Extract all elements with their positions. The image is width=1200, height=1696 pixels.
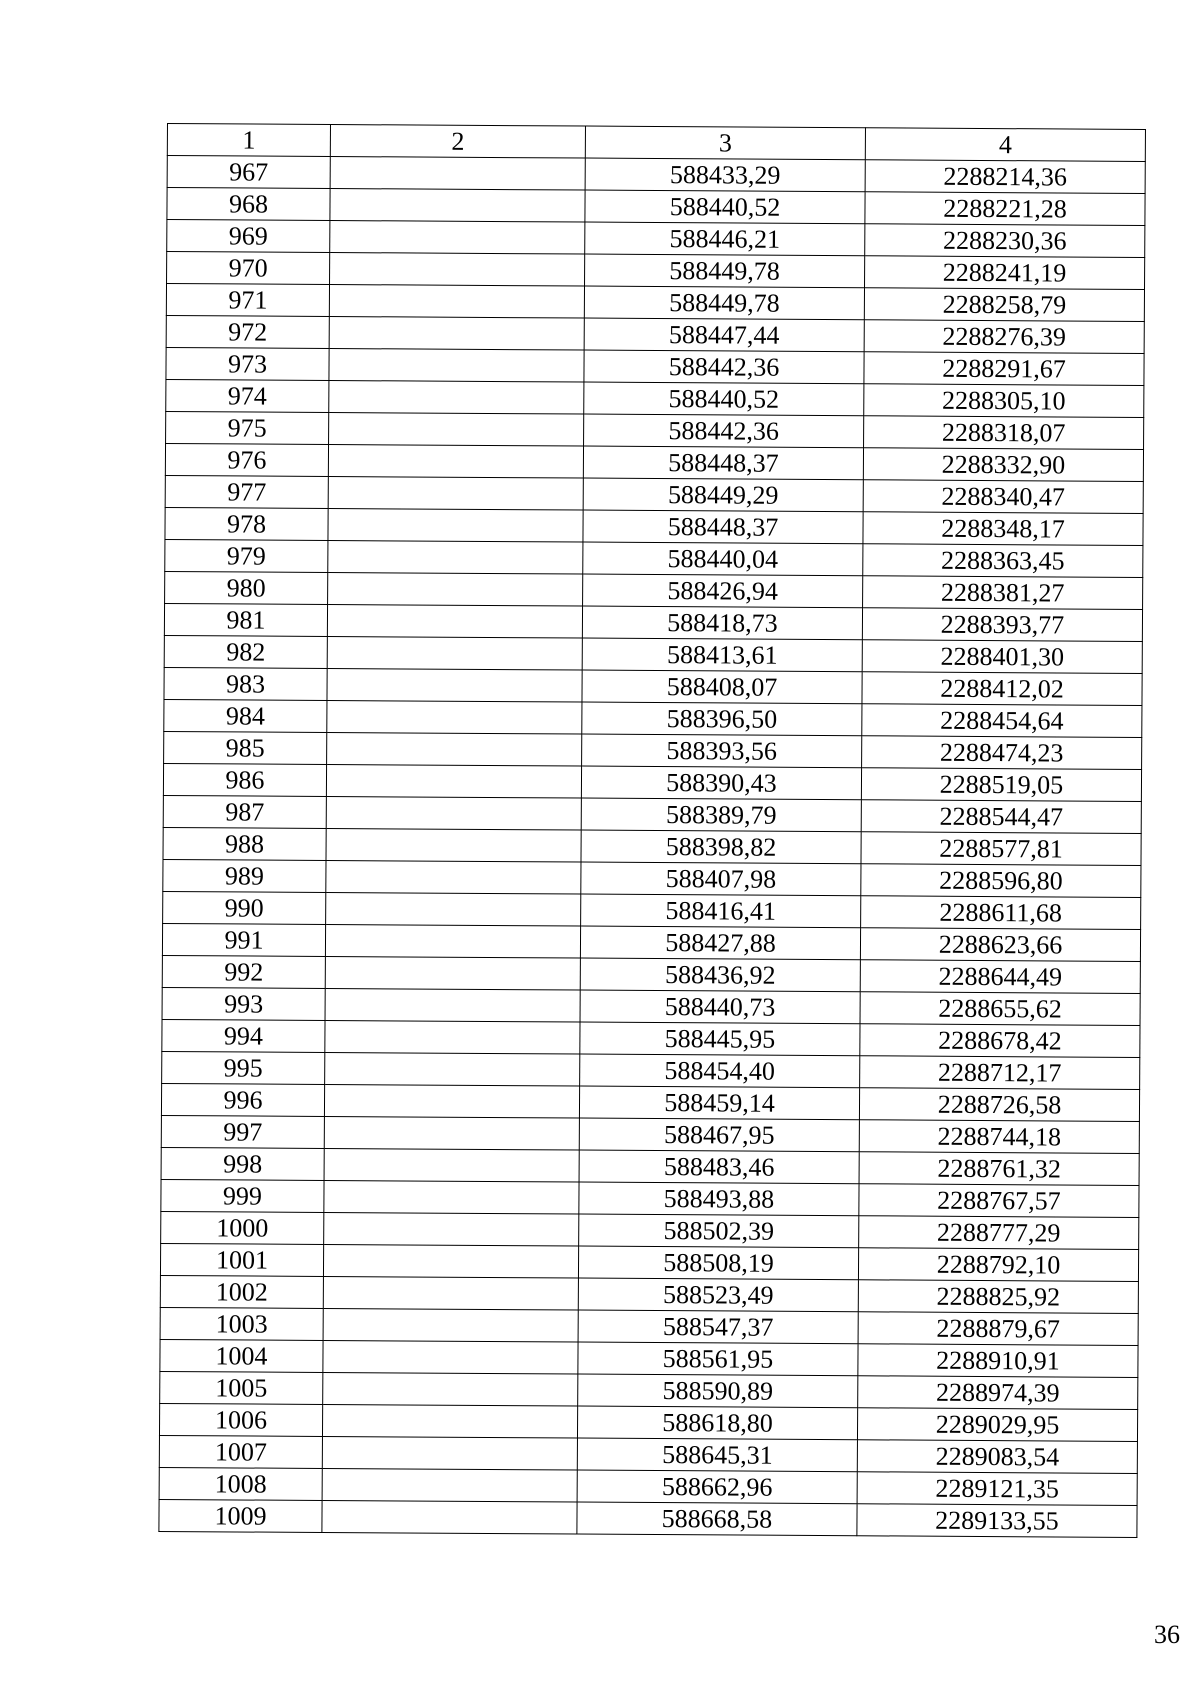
y-coordinate-cell: 2288623,66 [860,928,1140,962]
description-cell [328,476,583,510]
x-coordinate-cell: 588454,40 [580,1054,860,1088]
point-number-cell: 974 [166,379,329,412]
y-coordinate-cell: 2288596,80 [861,864,1141,898]
point-number-cell: 1008 [159,1467,322,1500]
x-coordinate-cell: 588447,44 [584,318,864,352]
x-coordinate-cell: 588448,37 [583,510,863,544]
x-coordinate-cell: 588590,89 [578,1374,858,1408]
point-number-cell: 988 [163,827,326,860]
y-coordinate-cell: 2288519,05 [861,768,1141,802]
column-header-4: 4 [865,128,1145,162]
x-coordinate-cell: 588427,88 [580,926,860,960]
point-number-cell: 997 [161,1115,324,1148]
coordinates-table [158,123,1146,1538]
point-number-cell: 1007 [159,1435,322,1468]
y-coordinate-cell: 2288544,47 [861,800,1141,834]
x-coordinate-cell: 588416,41 [581,894,861,928]
y-coordinate-cell: 2288276,39 [864,320,1144,354]
point-number-cell: 969 [167,220,330,253]
y-coordinate-cell: 2289083,54 [857,1440,1137,1474]
y-coordinate-cell: 2288644,49 [860,960,1140,994]
y-coordinate-cell: 2288879,67 [858,1312,1138,1346]
y-coordinate-cell: 2288474,23 [862,736,1142,770]
y-coordinate-cell: 2289121,35 [857,1472,1137,1506]
point-number-cell: 985 [164,731,327,764]
x-coordinate-cell: 588433,29 [585,158,865,192]
x-coordinate-cell: 588407,98 [581,862,861,896]
x-coordinate-cell: 588442,36 [584,414,864,448]
x-coordinate-cell: 588396,50 [582,702,862,736]
description-cell [325,1052,580,1086]
description-cell [323,1372,578,1406]
column-header-3: 3 [585,126,865,160]
x-coordinate-cell: 588508,19 [578,1246,858,1280]
point-number-cell: 981 [164,603,327,636]
y-coordinate-cell: 2288241,19 [865,256,1145,290]
x-coordinate-cell: 588662,96 [577,1470,857,1504]
point-number-cell: 998 [161,1147,324,1180]
x-coordinate-cell: 588502,39 [579,1214,859,1248]
x-coordinate-cell: 588393,56 [582,734,862,768]
point-number-cell: 1003 [160,1307,323,1340]
y-coordinate-cell: 2288340,47 [863,480,1143,514]
description-cell [326,892,581,926]
description-cell [330,156,585,190]
x-coordinate-cell: 588561,95 [578,1342,858,1376]
x-coordinate-cell: 588493,88 [579,1182,859,1216]
x-coordinate-cell: 588547,37 [578,1310,858,1344]
y-coordinate-cell: 2288655,62 [860,992,1140,1026]
x-coordinate-cell: 588436,92 [580,958,860,992]
point-number-cell: 986 [163,763,326,796]
point-number-cell: 999 [161,1179,324,1212]
x-coordinate-cell: 588390,43 [581,766,861,800]
point-number-cell: 972 [166,315,329,348]
point-number-cell: 987 [163,795,326,828]
description-cell [327,668,582,702]
x-coordinate-cell: 588645,31 [577,1438,857,1472]
y-coordinate-cell: 2288744,18 [859,1120,1139,1154]
y-coordinate-cell: 2288214,36 [865,160,1145,194]
y-coordinate-cell: 2288258,79 [864,288,1144,322]
x-coordinate-cell: 588467,95 [579,1118,859,1152]
description-cell [328,444,583,478]
description-cell [323,1276,578,1310]
y-coordinate-cell: 2288712,17 [860,1056,1140,1090]
x-coordinate-cell: 588398,82 [581,830,861,864]
description-cell [322,1404,577,1438]
description-cell [328,540,583,574]
y-coordinate-cell: 2288767,57 [859,1184,1139,1218]
description-cell [326,796,581,830]
x-coordinate-cell: 588618,80 [577,1406,857,1440]
page-number: 36 [1154,1620,1180,1649]
point-number-cell: 1002 [160,1275,323,1308]
point-number-cell: 983 [164,667,327,700]
y-coordinate-cell: 2288412,02 [862,672,1142,706]
y-coordinate-cell: 2288777,29 [859,1216,1139,1250]
point-number-cell: 993 [162,987,325,1020]
y-coordinate-cell: 2288332,90 [863,448,1143,482]
description-cell [329,412,584,446]
x-coordinate-cell: 588449,78 [585,254,865,288]
description-cell [329,348,584,382]
description-cell [325,1020,580,1054]
y-coordinate-cell: 2288454,64 [862,704,1142,738]
x-coordinate-cell: 588449,78 [584,286,864,320]
y-coordinate-cell: 2288221,28 [865,192,1145,226]
point-number-cell: 975 [166,411,329,444]
point-number-cell: 996 [161,1083,324,1116]
x-coordinate-cell: 588483,46 [579,1150,859,1184]
description-cell [323,1308,578,1342]
point-number-cell: 991 [162,923,325,956]
x-coordinate-cell: 588668,58 [577,1502,857,1536]
point-number-cell: 1009 [159,1499,322,1532]
y-coordinate-cell: 2288318,07 [864,416,1144,450]
description-cell [328,508,583,542]
y-coordinate-cell: 2289133,55 [857,1504,1137,1538]
point-number-cell: 977 [165,475,328,508]
point-number-cell: 1006 [159,1403,322,1436]
description-cell [324,1180,579,1214]
x-coordinate-cell: 588440,52 [584,382,864,416]
description-cell [326,828,581,862]
y-coordinate-cell: 2289029,95 [857,1408,1137,1442]
x-coordinate-cell: 588445,95 [580,1022,860,1056]
y-coordinate-cell: 2288401,30 [862,640,1142,674]
x-coordinate-cell: 588389,79 [581,798,861,832]
point-number-cell: 971 [166,284,329,317]
y-coordinate-cell: 2288974,39 [858,1376,1138,1410]
description-cell [324,1116,579,1150]
description-cell [329,380,584,414]
point-number-cell: 976 [165,443,328,476]
x-coordinate-cell: 588418,73 [582,606,862,640]
description-cell [322,1468,577,1502]
x-coordinate-cell: 588448,37 [583,446,863,480]
y-coordinate-cell: 2288611,68 [861,896,1141,930]
table-body [159,156,1145,1538]
x-coordinate-cell: 588442,36 [584,350,864,384]
x-coordinate-cell: 588408,07 [582,670,862,704]
y-coordinate-cell: 2288305,10 [864,384,1144,418]
y-coordinate-cell: 2288792,10 [858,1248,1138,1282]
description-cell [323,1244,578,1278]
x-coordinate-cell: 588459,14 [579,1086,859,1120]
point-number-cell: 992 [162,955,325,988]
column-header-1: 1 [167,124,330,157]
description-cell [330,252,585,286]
x-coordinate-cell: 588440,73 [580,990,860,1024]
point-number-cell: 978 [165,507,328,540]
description-cell [327,700,582,734]
description-cell [330,220,585,254]
point-number-cell: 1004 [160,1339,323,1372]
y-coordinate-cell: 2288348,17 [863,512,1143,546]
point-number-cell: 968 [167,188,330,221]
point-number-cell: 984 [164,699,327,732]
point-number-cell: 989 [163,859,326,892]
x-coordinate-cell: 588440,52 [585,190,865,224]
point-number-cell: 1001 [160,1243,323,1276]
y-coordinate-cell: 2288393,77 [862,608,1142,642]
x-coordinate-cell: 588440,04 [583,542,863,576]
point-number-cell: 980 [165,571,328,604]
description-cell [325,924,580,958]
point-number-cell: 973 [166,347,329,380]
description-cell [328,572,583,606]
x-coordinate-cell: 588413,61 [582,638,862,672]
table-row [159,1499,1137,1537]
y-coordinate-cell: 2288230,36 [865,224,1145,258]
y-coordinate-cell: 2288910,91 [858,1344,1138,1378]
description-cell [326,764,581,798]
point-number-cell: 982 [164,635,327,668]
description-cell [322,1436,577,1470]
x-coordinate-cell: 588446,21 [585,222,865,256]
point-number-cell: 979 [165,539,328,572]
description-cell [327,636,582,670]
description-cell [327,732,582,766]
y-coordinate-cell: 2288381,27 [863,576,1143,610]
point-number-cell: 994 [162,1019,325,1052]
y-coordinate-cell: 2288577,81 [861,832,1141,866]
point-number-cell: 970 [167,252,330,285]
description-cell [323,1340,578,1374]
description-cell [329,316,584,350]
x-coordinate-cell: 588426,94 [583,574,863,608]
y-coordinate-cell: 2288363,45 [863,544,1143,578]
point-number-cell: 1000 [161,1211,324,1244]
description-cell [324,1148,579,1182]
description-cell [324,1212,579,1246]
point-number-cell: 967 [167,156,330,189]
y-coordinate-cell: 2288291,67 [864,352,1144,386]
description-cell [327,604,582,638]
description-cell [325,956,580,990]
y-coordinate-cell: 2288825,92 [858,1280,1138,1314]
x-coordinate-cell: 588449,29 [583,478,863,512]
y-coordinate-cell: 2288761,32 [859,1152,1139,1186]
x-coordinate-cell: 588523,49 [578,1278,858,1312]
description-cell [325,988,580,1022]
y-coordinate-cell: 2288678,42 [860,1024,1140,1058]
description-cell [324,1084,579,1118]
column-header-2: 2 [330,124,585,158]
point-number-cell: 1005 [160,1371,323,1404]
point-number-cell: 995 [162,1051,325,1084]
point-number-cell: 990 [163,891,326,924]
description-cell [329,284,584,318]
description-cell [330,188,585,222]
description-cell [322,1500,577,1534]
description-cell [326,860,581,894]
y-coordinate-cell: 2288726,58 [859,1088,1139,1122]
